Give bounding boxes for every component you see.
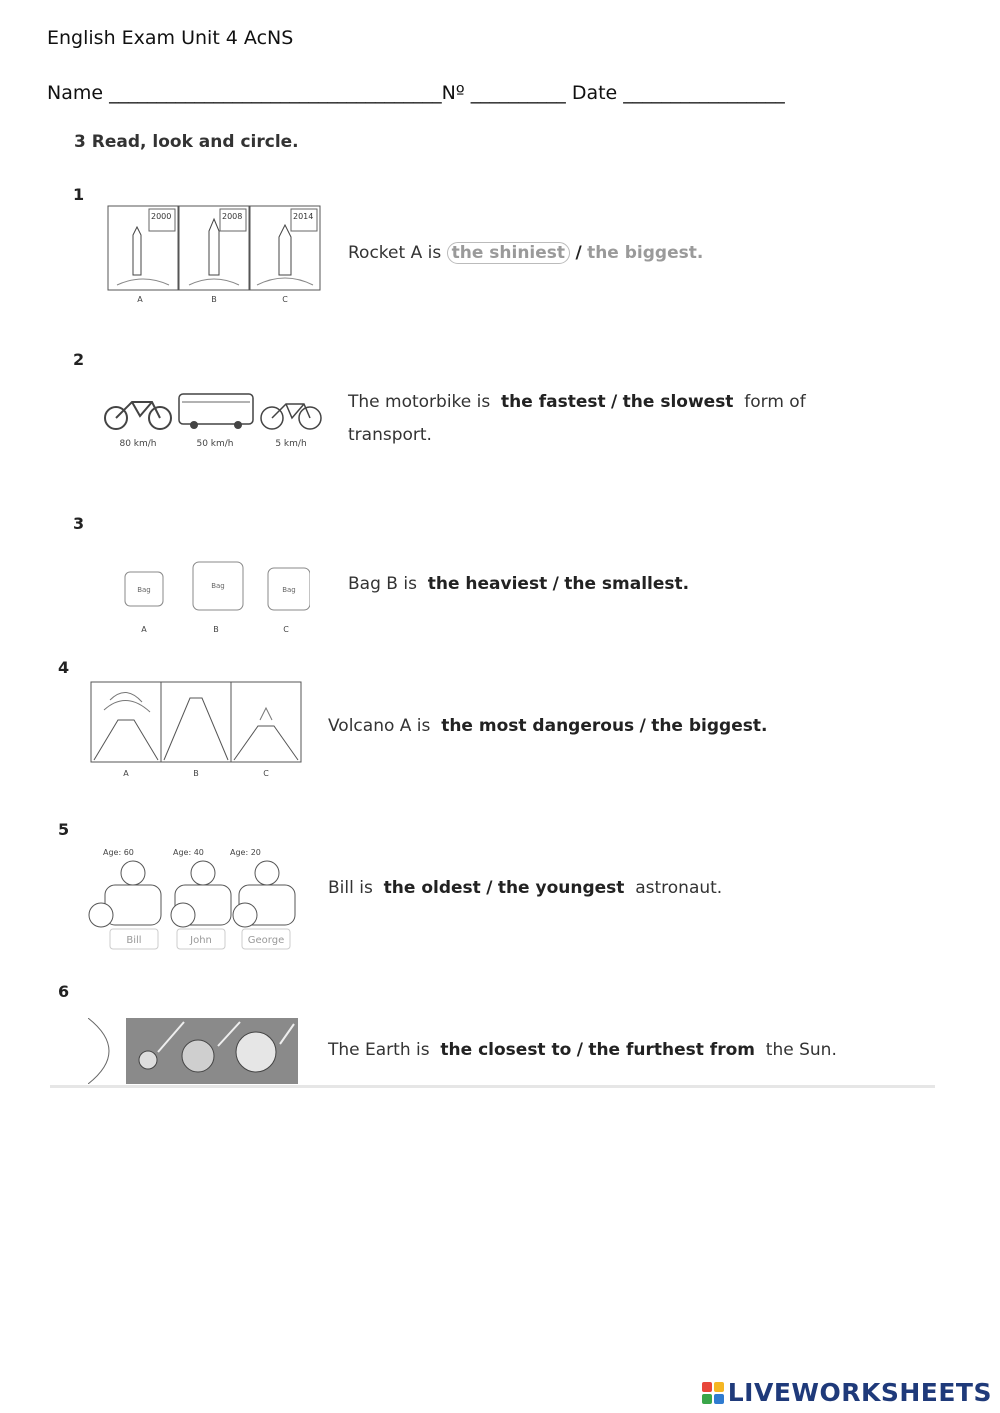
bag-c-text: Bag <box>282 586 296 594</box>
rocket-year-a: 2000 <box>151 212 172 221</box>
sentence-6-post: the Sun. <box>765 1040 837 1060</box>
sentence-6 <box>328 1040 837 1060</box>
sentence-3-pre: Bag B is <box>348 574 417 594</box>
bag-a-text: Bag <box>137 586 151 594</box>
item-number-4: 4 <box>58 658 70 677</box>
transport-image <box>102 388 327 453</box>
label-a: A <box>137 295 143 304</box>
item-number-3: 3 <box>73 514 85 533</box>
label-a: A <box>123 769 129 778</box>
separator-slash: / <box>575 243 582 263</box>
sentence-4 <box>328 716 767 736</box>
option-heaviest[interactable]: the heaviest <box>427 574 548 594</box>
sentence-1 <box>348 243 703 263</box>
sentence-3 <box>348 574 689 594</box>
option-biggest[interactable]: the biggest. <box>651 716 768 736</box>
item-number-5: 5 <box>58 820 70 839</box>
option-fastest[interactable]: the fastest <box>501 392 606 412</box>
option-most-dangerous[interactable]: the most dangerous <box>441 716 635 736</box>
bags-image <box>120 558 310 638</box>
sentence-2 <box>348 392 806 412</box>
separator-slash: / <box>486 878 493 898</box>
age-george: Age: 20 <box>230 848 261 857</box>
sentence-5-post: astronaut. <box>635 878 723 898</box>
speed-bike: 5 km/h <box>275 439 307 449</box>
label-c: C <box>283 625 289 634</box>
label-a: A <box>141 625 147 634</box>
speed-bus: 50 km/h <box>196 439 234 449</box>
sentence-5-pre: Bill is <box>328 878 373 898</box>
divider <box>50 1085 935 1088</box>
age-john: Age: 40 <box>173 848 204 857</box>
label-b: B <box>213 625 219 634</box>
separator-slash: / <box>611 392 618 412</box>
separator-slash: / <box>552 574 559 594</box>
option-biggest[interactable]: the biggest. <box>587 243 704 263</box>
sentence-5 <box>328 878 722 898</box>
separator-slash: / <box>576 1040 583 1060</box>
option-shiniest-circled[interactable]: the shiniest <box>447 242 570 264</box>
option-youngest[interactable]: the youngest <box>497 878 625 898</box>
name-george: George <box>247 935 285 946</box>
item-number-6: 6 <box>58 982 70 1001</box>
task-instruction: 3 Read, look and circle. <box>74 132 299 152</box>
option-closest-to[interactable]: the closest to <box>440 1040 572 1060</box>
rockets-image <box>107 205 322 305</box>
sentence-4-pre: Volcano A is <box>328 716 431 736</box>
label-b: B <box>211 295 217 304</box>
volcanoes-image <box>90 680 305 780</box>
option-smallest[interactable]: the smallest. <box>564 574 690 594</box>
option-furthest-from[interactable]: the furthest from <box>588 1040 755 1060</box>
astronauts-image <box>85 845 300 955</box>
rocket-year-c: 2014 <box>293 212 314 221</box>
page-title: English Exam Unit 4 AcNS <box>47 27 294 49</box>
option-oldest[interactable]: the oldest <box>383 878 481 898</box>
planets-image <box>88 1018 298 1084</box>
sentence-1-pre: Rocket A is <box>348 243 442 263</box>
liveworksheets-logo[interactable] <box>702 1378 992 1407</box>
speed-motorbike: 80 km/h <box>119 439 157 449</box>
separator-slash: / <box>639 716 646 736</box>
logo-text: LIVEWORKSHEETS <box>727 1378 992 1407</box>
age-bill: Age: 60 <box>103 848 134 857</box>
name-number-date-line: Name ___________________________________Nº __________ Date _________________ <box>47 82 785 104</box>
sentence-2-continued: transport. <box>348 425 432 445</box>
name-john: John <box>190 935 212 946</box>
item-number-2: 2 <box>73 350 85 369</box>
name-bill: Bill <box>126 935 142 946</box>
sentence-2-pre: The motorbike is <box>348 392 491 412</box>
logo-icon <box>702 1382 724 1404</box>
sentence-2-post: form of <box>744 392 806 412</box>
option-slowest[interactable]: the slowest <box>622 392 734 412</box>
rocket-year-b: 2008 <box>222 212 243 221</box>
label-c: C <box>282 295 288 304</box>
label-b: B <box>193 769 199 778</box>
item-number-1: 1 <box>73 185 85 204</box>
bag-b-text: Bag <box>211 582 225 590</box>
label-c: C <box>263 769 269 778</box>
sentence-6-pre: The Earth is <box>328 1040 430 1060</box>
